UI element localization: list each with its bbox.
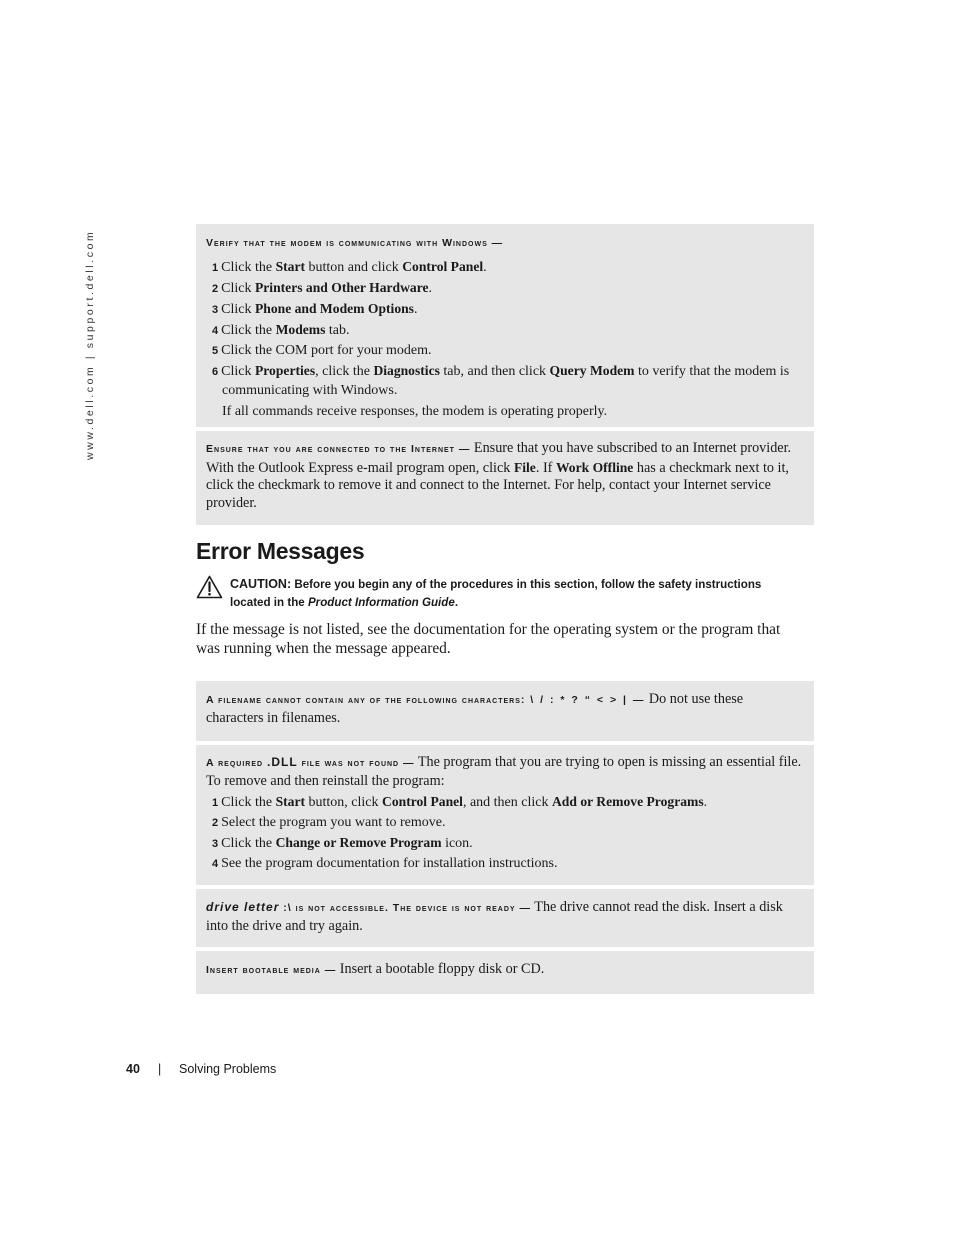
section-title: Error Messages bbox=[196, 538, 365, 564]
error-bootable-text: Insert bootable media — Insert a bootable floppy disk or CD. bbox=[206, 961, 545, 977]
modem-step-5: 5 Click the COM port for your modem. bbox=[212, 343, 432, 358]
internet-check-box bbox=[196, 431, 814, 525]
drive-letter-placeholder: drive letter bbox=[206, 900, 280, 914]
footer-section-name: Solving Problems bbox=[179, 1062, 277, 1076]
modem-step-1: 1 Click the Start button and click Control Panel. bbox=[212, 259, 487, 275]
error-filename-text: A filename cannot contain any of the following characters: \ / : * ? “ < > | — Do not use these characters in filenames. bbox=[206, 691, 744, 726]
product-guide-title: Product Information Guide bbox=[307, 596, 455, 609]
footer-separator: | bbox=[158, 1062, 162, 1076]
dll-step-2: 2 Select the program you want to remove. bbox=[212, 815, 446, 830]
modem-heading: Verify that the modem is communicating with Windows — bbox=[206, 237, 504, 249]
modem-note: If all commands receive responses, the modem is operating properly. bbox=[222, 404, 608, 419]
modem-step-4: 4 Click the Modems tab. bbox=[212, 322, 350, 338]
error-dll-box bbox=[196, 745, 814, 885]
modem-step-2: 2 Click Printers and Other Hardware. bbox=[212, 280, 433, 296]
caution-notice: CAUTION: Before you begin any of the procedures in this section, follow the safety instructions located in the Product Information Guide. bbox=[196, 575, 806, 612]
modem-step-3: 3 Click Phone and Modem Options. bbox=[212, 301, 418, 317]
error-bootable-box bbox=[196, 951, 814, 994]
page-number: 40 bbox=[126, 1062, 140, 1076]
caution-label: CAUTION: bbox=[230, 577, 292, 591]
intro-paragraph: If the message is not listed, see the documentation for the operating system or the program that was running when the message appeared. bbox=[196, 621, 781, 657]
internet-paragraph: Ensure that you are connected to the Internet — Ensure that you have subscribed to an Internet provider. With the Outlook Express e-mail program open, click File. If Work Offline has a checkmark next to it, click the checkmark to remove it and connect to the Internet. For help, contact your Internet service provider. bbox=[206, 440, 792, 511]
page-footer bbox=[126, 1062, 277, 1076]
error-dll-text: A required .DLL file was not found — The program that you are trying to open is missing an essential file. To remove and then reinstall the program: bbox=[206, 754, 802, 789]
error-filename-box bbox=[196, 681, 814, 741]
error-drive-text: drive letter :\ is not accessible. The device is not ready — The drive cannot read the disk. Insert a disk into the drive and try again. bbox=[206, 899, 783, 934]
modem-check-box bbox=[196, 224, 814, 427]
modem-step-6: 6 Click Properties, click the Diagnostics tab, and then click Query Modem to verify that the modem is bbox=[212, 363, 790, 379]
dll-step-1: 1 Click the Start button, click Control Panel, and then click Add or Remove Programs. bbox=[212, 794, 708, 810]
dll-step-3: 3 Click the Change or Remove Program icon. bbox=[212, 835, 473, 851]
warning-triangle-icon bbox=[196, 575, 223, 599]
modem-step-6-continued: communicating with Windows. bbox=[222, 383, 398, 398]
sidebar-url: www.dell.com | support.dell.com bbox=[84, 229, 96, 460]
error-drive-box bbox=[196, 889, 814, 947]
dll-step-4: 4 See the program documentation for installation instructions. bbox=[212, 856, 558, 871]
